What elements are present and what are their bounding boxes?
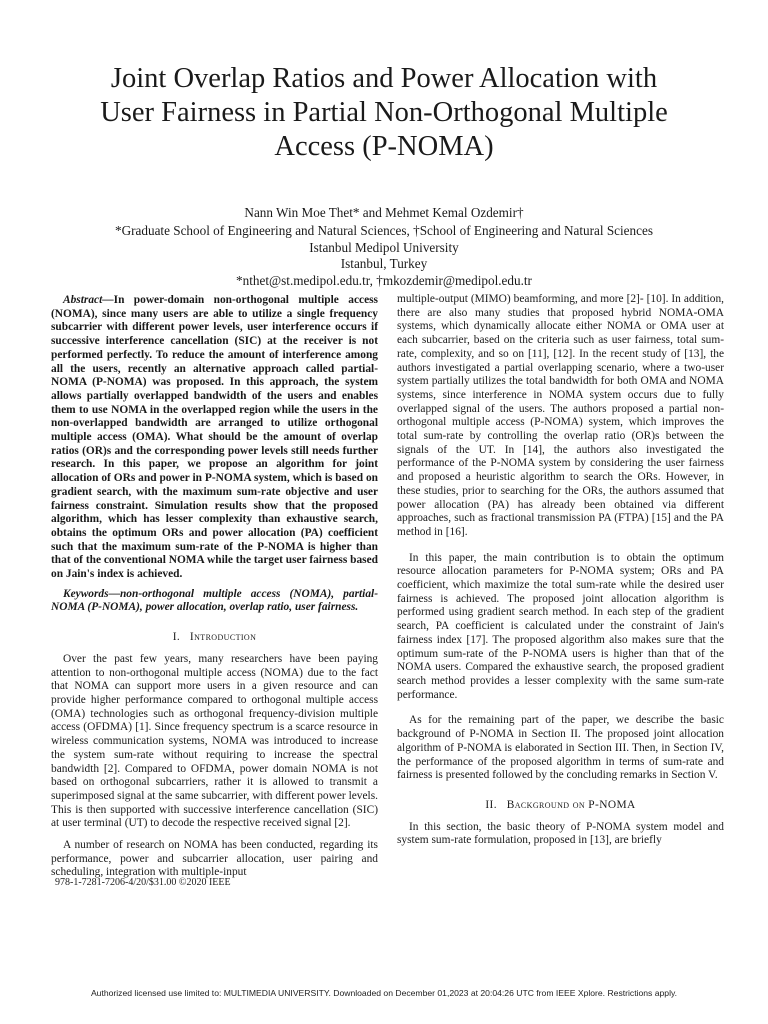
title-line: User Fairness in Partial Non-Orthogonal Multiple: [100, 97, 668, 128]
section-heading-introduction: [51, 631, 378, 645]
author-block: [40, 205, 728, 289]
paragraph: multiple-output (MIMO) beamforming, and more [2]- [10]. In addition, there are also many studies that proposed hybrid NOMA-OMA systems, which dynamically allocate either NOMA or OMA user at each subcarrier, based on the criteria such as user fairness, total sum-rate, complexity, and so on [11], [12]. In the recent study of [13], the authors investigated a partial overlapping scenario, where a two-user system partially utilizes the total bandwidth for both OMA and NOMA systems, since interference in NOMA system occurs due to fully overlapped signal of the users. The authors proposed a partial non-orthogonal multiple access (P-NOMA) system, which improves the total sum-rate by controlling the overlap ratio (OR)s between the signals of the UT. In [14], the authors also investigated the performance of the P-NOMA system by considering the user fairness and proposed a heuristic algorithm to search the ORs. However, in these studies, prior to searching for the ORs, the authors assumed that power allocation (PA) has already been obtained via different approaches, such as fractional transmission PA (FTPA) [15] and the PA method in [16].: [397, 293, 724, 538]
author-affiliation: *Graduate School of Engineering and Natural Sciences, †School of Engineering and Natural Sciences: [115, 223, 653, 239]
title-line: Access (P-NOMA): [274, 131, 494, 162]
abstract: [51, 294, 378, 582]
copyright-notice: 978-1-7281-7206-4/20/$31.00 ©2020 IEEE: [55, 877, 231, 888]
keywords: Keywords—non-orthogonal multiple access (NOMA), partial-NOMA (P-NOMA), power allocation, overlap ratio, user fairness.: [51, 587, 378, 614]
left-column: [51, 294, 378, 880]
paragraph: A number of research on NOMA has been conducted, regarding its performance, power and subcarrier allocation, user pairing and scheduling, integration with multiple-input: [51, 839, 378, 879]
section-numeral: II.: [485, 798, 497, 811]
author-university: Istanbul Medipol University: [309, 239, 459, 255]
author-emails: *nthet@st.medipol.edu.tr, †mkozdemir@medipol.edu.tr: [236, 272, 532, 288]
paragraph: As for the remaining part of the paper, we describe the basic background of P-NOMA in Section II. The proposed joint allocation algorithm of P-NOMA is elaborated in Section III. Then, in Section IV, the performance of the proposed algorithm in terms of sum-rate and fairness is presented followed by the concluding remarks in Section V.: [397, 714, 724, 782]
title-line: Joint Overlap Ratios and Power Allocation with: [110, 63, 658, 94]
paragraph: Over the past few years, many researchers have been paying attention to non-orthogonal multiple access (NOMA) due to the fact that NOMA can support more users in a given resource and can provide higher performance compared to orthogonal multiple access (OMA) technologies such as orthogonal frequency-division multiple access (OFDMA) [1]. Since frequency spectrum is a scarce resource in wireless communication systems, NOMA was introduced to increase the system sum-rate without requiring to increase the spectral bandwidth [2]. Compared to OFDMA, power domain NOMA is not based on orthogonal subcarriers, rather it is allowed to transmit a superimposed signal at the same subcarrier, with different power levels. This is then supported with successive interference cancellation (SIC) at user terminal (UT) to decode the respective received signal [2].: [51, 652, 378, 830]
author-names: Nann Win Moe Thet* and Mehmet Kemal Ozdemir†: [244, 205, 524, 220]
section-heading-background: [397, 799, 724, 813]
license-footer: Authorized licensed use limited to: MULTIMEDIA UNIVERSITY. Downloaded on December 01,2023 at 20:04:26 UTC from IEEE Xplore. Restrictions apply.: [90, 988, 678, 998]
section-title: Introduction: [189, 631, 257, 644]
author-location: Istanbul, Turkey: [340, 256, 428, 272]
abstract-text: In power-domain non-orthogonal multiple access (NOMA), since many users are able to utilize a single frequency subcarrier with different power levels, user interference occurs if successive interference cancellation (SIC) at the receiver is not performed perfectly. To reduce the amount of interference among all the users, recently an alternative approach called partial-NOMA (P-NOMA) was proposed. In this approach, the system allows partially overlapped bandwidth of the users and enables them to use NOMA in the overlapped region while the users in the non-overlapped bandwidth are arranged to utilize orthogonal multiple access (OMA). What should be the amount of overlap ratios (OR)s and the corresponding power levels still needs further research. In this paper, we propose an algorithm for joint allocation of ORs and power in P-NOMA system, which is based on gradient search, with the maximum sum-rate objective and user fairness constraint. Simulation results show that the proposed algorithm, which has lesser complexity than exhaustive search, obtains the optimum ORs and power allocation (PA) coefficient such that the maximum sum-rate of the P-NOMA is higher than that of the conventional NOMA while the target user fairness based on Jain's index is achieved.: [51, 294, 378, 581]
section-numeral: I.: [172, 631, 181, 644]
section-title: Background on P-NOMA: [506, 798, 636, 811]
paragraph: In this section, the basic theory of P-NOMA system model and system sum-rate formulation, proposed in [13], are briefly: [397, 820, 724, 847]
paragraph: In this paper, the main contribution is to obtain the optimum resource allocation parameters for P-NOMA system; ORs and PA coefficient, which maximize the total sum-rate while the desired user fairness is achieved. The proposed joint allocation algorithm is performed using gradient search method. In each step of the gradient search, PA coefficient is calculated under the constraint of Jain's fairness index [17]. The proposed algorithm also makes sure that the optimum sum-rate of the P-NOMA users is higher than that of the NOMA users. Compared the exhaustive search, the proposed gradient search method provides a lesser complexity with the same sum-rate performance.: [397, 551, 724, 701]
paper-title: [40, 62, 728, 164]
right-column: [397, 293, 724, 848]
abstract-label: Abstract—: [63, 294, 114, 306]
